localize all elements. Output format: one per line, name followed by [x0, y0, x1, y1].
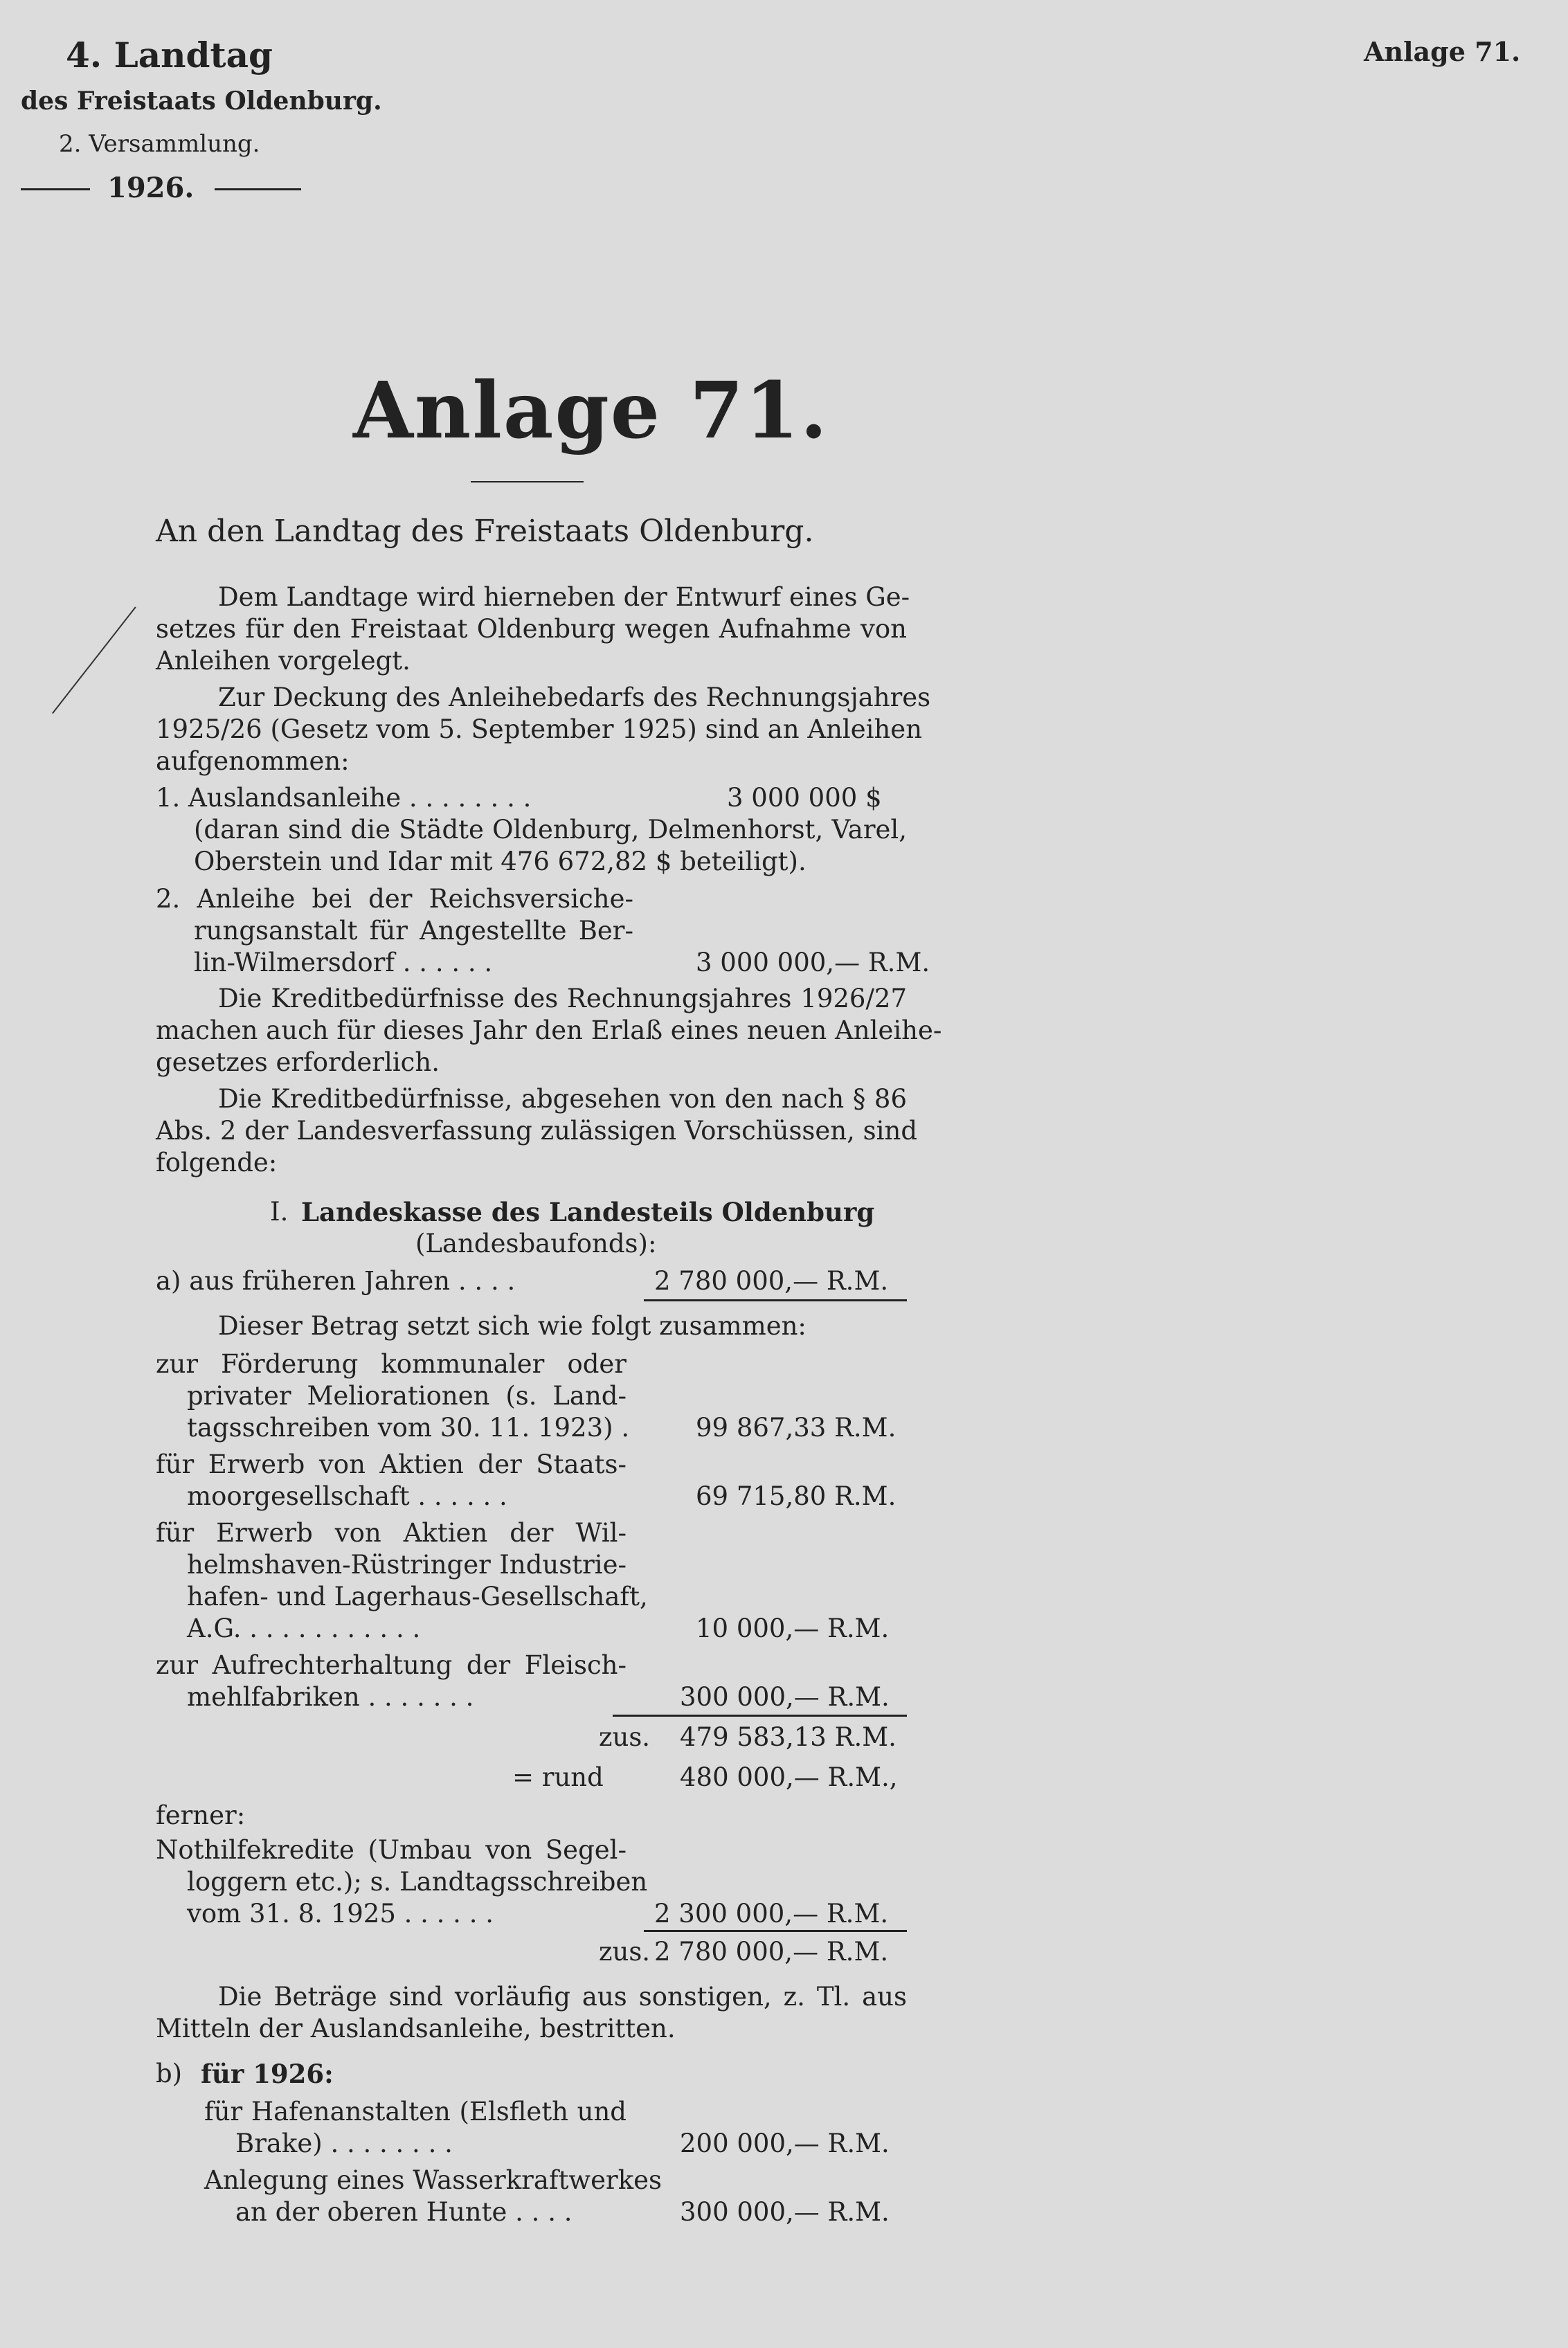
address-line: An den Landtag des Freistaats Oldenburg. — [156, 514, 814, 549]
para2-line-1: Die Kreditbedürfnisse des Rechnungsjahres 1926/27 — [218, 984, 907, 1013]
breakdown-sum-label: zus. — [599, 1722, 651, 1752]
title-rule — [471, 481, 584, 482]
section1-a-amount: 2 780 000,— R.M. — [654, 1266, 889, 1296]
item1-note-1: (daran sind die Städte Oldenburg, Delmenhorst, Varel, — [194, 815, 907, 845]
breakdown-round-label: = rund — [512, 1762, 604, 1792]
item2-line-3: lin-Wilmersdorf . . . . . . — [194, 948, 493, 977]
item1-amount: 3 000 000 $ — [727, 783, 882, 813]
nothilfe-line-3: vom 31. 8. 1925 . . . . . . — [187, 1899, 494, 1929]
breakdown-2-line-2: moorgesellschaft . . . . . . — [187, 1481, 507, 1511]
b-item-2-line-1: Anlegung eines Wasserkraftwerkes — [204, 2165, 662, 2195]
b-item-1-line-1: für Hafenanstalten (Elsfleth und — [204, 2097, 627, 2126]
section1-b-heading: für 1926: — [201, 2059, 334, 2089]
ferner-label: ferner: — [156, 1800, 246, 1830]
header-anlage-number: Anlage 71. — [1364, 36, 1521, 67]
breakdown-2-line-1: für Erwerb von Aktien der Staats- — [156, 1450, 627, 1479]
nothilfe-amount: 2 300 000,— R.M. — [654, 1899, 889, 1929]
margin-slash-mark — [52, 606, 136, 714]
section1-heading: Landeskasse des Landesteils Oldenburg — [301, 1197, 875, 1227]
para2-line-3: gesetzes erforderlich. — [156, 1047, 440, 1077]
para2-line-2: machen auch für dieses Jahr den Erlaß eines neuen Anleihe- — [156, 1015, 942, 1045]
breakdown-1-line-1: zur Förderung kommunaler oder — [156, 1349, 627, 1379]
item1-note-2: Oberstein und Idar mit 476 672,82 $ beteiligt). — [194, 847, 806, 876]
header-year: 1926. — [107, 172, 195, 204]
header-versammlung: 2. Versammlung. — [59, 130, 260, 158]
total-amount: 2 780 000,— R.M. — [654, 1937, 889, 1967]
nothilfe-line-2: loggern etc.); s. Landtagsschreiben — [187, 1867, 648, 1897]
page-title: Anlage 71. — [353, 365, 829, 456]
breakdown-3-amount: 10 000,— R.M. — [696, 1614, 890, 1643]
intro-line-5: 1925/26 (Gesetz vom 5. September 1925) sind an Anleihen — [156, 714, 923, 744]
breakdown-2-amount: 69 715,80 R.M. — [696, 1481, 896, 1511]
para2-line-6: folgende: — [156, 1148, 278, 1177]
item2-line-1: 2. Anleihe bei der Reichsversiche- — [156, 884, 633, 914]
section1-a-rule — [644, 1299, 907, 1301]
b-item-2-line-2: an der oberen Hunte . . . . — [235, 2197, 573, 2227]
header-rule-right — [215, 188, 301, 190]
breakdown-4-line-1: zur Aufrechterhaltung der Fleisch- — [156, 1650, 627, 1680]
intro-line-4: Zur Deckung des Anleihebedarfs des Rechnungsjahres — [218, 683, 931, 712]
section1-subheading: (Landesbaufonds): — [415, 1229, 657, 1258]
para2-line-5: Abs. 2 der Landesverfassung zulässigen Vorschüssen, sind — [156, 1116, 918, 1146]
breakdown-1-line-3: tagsschreiben vom 30. 11. 1923) . — [187, 1413, 630, 1443]
nothilfe-line-1: Nothilfekredite (Umbau von Segel- — [156, 1835, 627, 1865]
item2-amount: 3 000 000,— R.M. — [696, 948, 930, 977]
section1-number: I. — [270, 1197, 289, 1227]
breakdown-4-amount: 300 000,— R.M. — [680, 1682, 890, 1712]
para2-line-4: Die Kreditbedürfnisse, abgesehen von den nach § 86 — [218, 1084, 907, 1114]
breakdown-3-line-2: helmshaven-Rüstringer Industrie- — [187, 1550, 627, 1580]
intro-line-3: Anleihen vorgelegt. — [156, 646, 411, 676]
section1-note-1: Die Beträge sind vorläufig aus sonstigen, z. Tl. aus — [218, 1982, 907, 2012]
breakdown-3-line-4: A.G. . . . . . . . . . . . — [187, 1614, 421, 1643]
breakdown-round-amount: 480 000,— R.M., — [680, 1762, 898, 1792]
breakdown-4-line-2: mehlfabriken . . . . . . . — [187, 1682, 474, 1712]
nothilfe-rule — [644, 1930, 907, 1932]
section1-note-2: Mitteln der Auslandsanleihe, bestritten. — [156, 2014, 676, 2043]
total-label: zus. — [599, 1937, 651, 1967]
intro-line-2: setzes für den Freistaat Oldenburg wegen Aufnahme von — [156, 614, 907, 644]
breakdown-1-line-2: privater Meliorationen (s. Land- — [187, 1381, 627, 1411]
header-freistaat: des Freistaats Oldenburg. — [21, 87, 382, 116]
item1-label: 1. Auslandsanleihe . . . . . . . . — [156, 783, 532, 813]
breakdown-sum-amount: 479 583,13 R.M. — [680, 1722, 896, 1752]
section1-a-label: a) aus früheren Jahren . . . . — [156, 1266, 516, 1296]
breakdown-3-line-1: für Erwerb von Aktien der Wil- — [156, 1518, 627, 1548]
header-landtag: 4. Landtag — [66, 35, 273, 75]
b-item-1-amount: 200 000,— R.M. — [680, 2129, 890, 2158]
breakdown-intro: Dieser Betrag setzt sich wie folgt zusammen: — [218, 1311, 806, 1341]
item2-line-2: rungsanstalt für Angestellte Ber- — [194, 916, 633, 946]
header-rule-left — [21, 188, 90, 190]
breakdown-sum-rule — [613, 1715, 907, 1717]
breakdown-1-amount: 99 867,33 R.M. — [696, 1413, 896, 1443]
b-item-1-line-2: Brake) . . . . . . . . — [235, 2129, 453, 2158]
b-item-2-amount: 300 000,— R.M. — [680, 2197, 890, 2227]
section1-b-label: b) — [156, 2059, 183, 2088]
breakdown-3-line-3: hafen- und Lagerhaus-Gesellschaft, — [187, 1582, 648, 1611]
intro-line-6: aufgenommen: — [156, 746, 350, 776]
intro-line-1: Dem Landtage wird hierneben der Entwurf eines Ge- — [218, 582, 910, 612]
